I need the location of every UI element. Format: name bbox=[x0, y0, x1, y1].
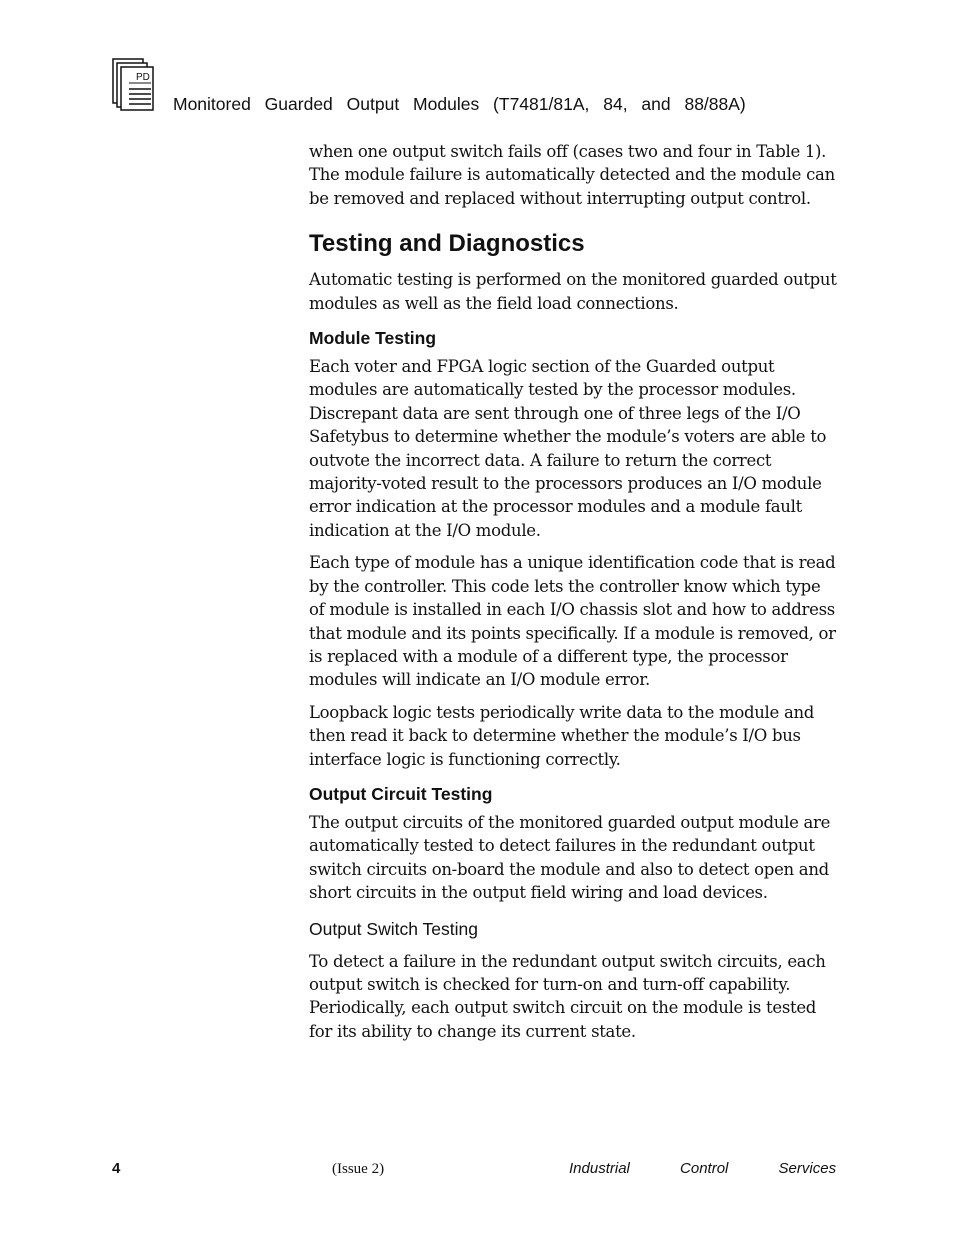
intro-paragraph: when one output switch fails off (cases two and four in Table 1). The module failure is automatically detected and the module can be removed and replaced without interrupting output control. bbox=[309, 142, 835, 208]
section-heading: Testing and Diagnostics bbox=[309, 230, 585, 258]
module-testing-paragraph: Each voter and FPGA logic section of the Guarded output modules are automatically tested by the processor modules. Discrepant data are sent through one of three legs of the I/O Safetybus to determine whether the module’s voters are able to outvote the incorrect data. A failure to return the correct majority-voted result to the processors produces an I/O module error indication at the processor modules and a module fault indication at the I/O module. bbox=[309, 357, 827, 540]
output-switch-testing-paragraph: To detect a failure in the redundant output switch circuits, each output switch is checked for turn-on and turn-off capability. Periodically, each output switch circuit on the module is tested for its ability to change its current state. bbox=[309, 951, 826, 1041]
issue-label: (Issue 2) bbox=[332, 1161, 385, 1177]
running-header-title: Monitored Guarded Output Modules (T7481/81A, 84, and 88/88A) bbox=[173, 94, 746, 114]
pd-icon-label: PD bbox=[136, 72, 150, 83]
page-body bbox=[309, 140, 839, 1043]
module-testing-paragraph: Each type of module has a unique identification code that is read by the controller. This code lets the controller know which type of module is installed in each I/O chassis slot and how to address that module and its points specifically. If a module is removed, or is replaced with a module of a different type, the processor modules will indicate an I/O module error. bbox=[309, 553, 836, 690]
section-intro-paragraph: Automatic testing is performed on the monitored guarded output modules as well as the field load connections. bbox=[309, 270, 837, 313]
output-circuit-testing-heading: Output Circuit Testing bbox=[309, 783, 493, 804]
output-circuit-testing-paragraph: The output circuits of the monitored guarded output module are automatically tested to detect failures in the redundant output switch circuits on-board the module and also to detect open and short circuits in the output field wiring and load devices. bbox=[309, 812, 831, 903]
module-testing-heading: Module Testing bbox=[309, 328, 437, 349]
company-name: Industrial Control Services bbox=[569, 1160, 837, 1177]
output-switch-testing-heading: Output Switch Testing bbox=[309, 918, 478, 939]
page-number: 4 bbox=[112, 1160, 121, 1177]
pd-document-icon bbox=[112, 58, 156, 112]
module-testing-paragraph: Loopback logic tests periodically write data to the module and then read it back to determine whether the module’s I/O bus interface logic is functioning correctly. bbox=[309, 702, 815, 769]
